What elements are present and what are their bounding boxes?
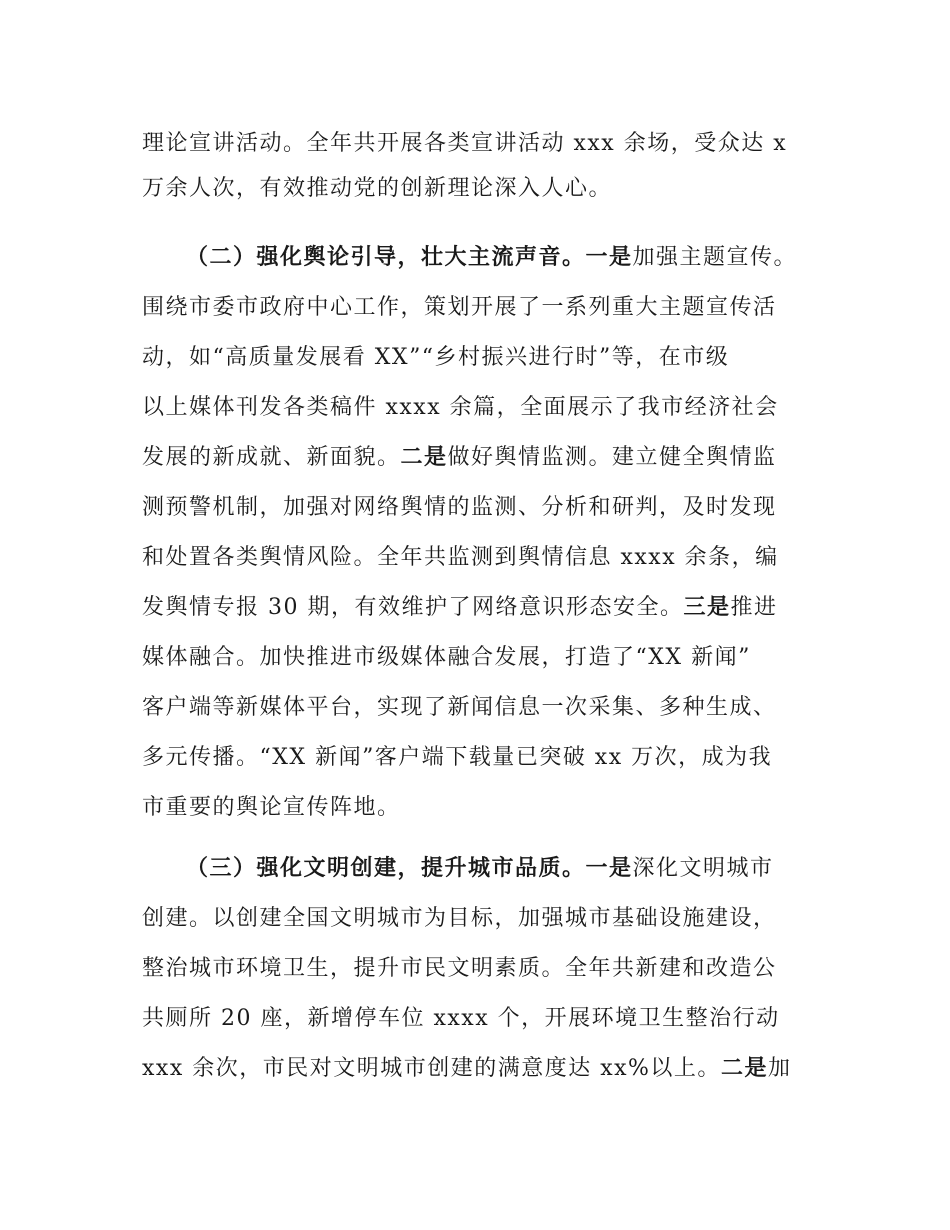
text-line <box>142 128 787 160</box>
text-line <box>142 792 401 824</box>
text-run: 推进 <box>730 595 778 620</box>
text-run: 深化文明城市 <box>632 856 774 881</box>
bold-text: 二是 <box>400 445 448 470</box>
text-line <box>142 392 779 424</box>
text-run: 客户端等新媒体平台，实现了新闻信息一次采集、多种生成、 <box>142 695 777 720</box>
text-line <box>142 173 612 205</box>
text-line <box>142 592 778 624</box>
text-run: 发舆情专报 30 期，有效维护了网络意识形态安全。 <box>142 595 684 620</box>
text-line <box>142 642 751 674</box>
text-line <box>142 742 772 774</box>
bold-text: 一是 <box>585 245 633 270</box>
text-line <box>142 1003 780 1035</box>
text-run: 发展的新成就、新面貌。 <box>142 445 401 470</box>
text-line <box>142 953 777 985</box>
text-line <box>142 692 777 724</box>
text-line <box>186 242 797 274</box>
text-line <box>142 492 777 524</box>
text-run: 多元传播。“XX 新闻”客户端下载量已突破 xx 万次，成为我 <box>142 745 773 770</box>
text-run: 测预警机制，加强对网络舆情的监测、分析和研判，及时发现 <box>142 495 777 520</box>
text-run: 以上媒体刊发各类稿件 xxxx 余篇，全面展示了我市经济社会 <box>142 395 779 420</box>
text-line <box>142 903 777 935</box>
text-line <box>142 342 729 374</box>
text-run: 做好舆情监测。建立健全舆情监 <box>447 445 777 470</box>
bold-text: （二）强化舆论引导，壮大主流声音。 <box>186 245 586 270</box>
text-run: 万余人次，有效推动党的创新理论深入人心。 <box>142 176 613 201</box>
bold-text: （三）强化文明创建，提升城市品质。 <box>186 856 586 881</box>
text-run: 媒体融合。加快推进市级媒体融合发展，打造了“XX 新闻” <box>142 645 751 670</box>
text-run: 和处置各类舆情风险。全年共监测到舆情信息 xxxx 余条，编 <box>142 545 779 570</box>
text-run: 整治城市环境卫生，提升市民文明素质。全年共新建和改造公 <box>142 956 777 981</box>
text-line <box>186 853 774 885</box>
bold-text: 一是 <box>585 856 633 881</box>
text-run: 动，如“高质量发展看 XX”“乡村振兴进行时”等，在市级 <box>142 345 730 370</box>
text-run: 加强主题宣传。 <box>632 245 798 270</box>
text-run: 围绕市委市政府中心工作，策划开展了一系列重大主题宣传活 <box>142 295 777 320</box>
bold-text: 二是 <box>720 1056 768 1081</box>
text-run: 创建。以创建全国文明城市为目标，加强城市基础设施建设， <box>142 906 777 931</box>
bold-text: 三是 <box>683 595 731 620</box>
text-run: 共厕所 20 座，新增停车位 xxxx 个，开展环境卫生整治行动 <box>142 1006 780 1031</box>
text-run: 加 <box>767 1056 792 1081</box>
text-line <box>142 292 777 324</box>
text-run: 市重要的舆论宣传阵地。 <box>142 795 401 820</box>
text-run: xxx 余次，市民对文明城市创建的满意度达 xx%以上。 <box>142 1056 721 1081</box>
text-run: 理论宣讲活动。全年共开展各类宣讲活动 xxx 余场，受众达 x <box>142 131 788 156</box>
text-line <box>142 1053 791 1085</box>
text-line <box>142 442 777 474</box>
text-line <box>142 542 779 574</box>
